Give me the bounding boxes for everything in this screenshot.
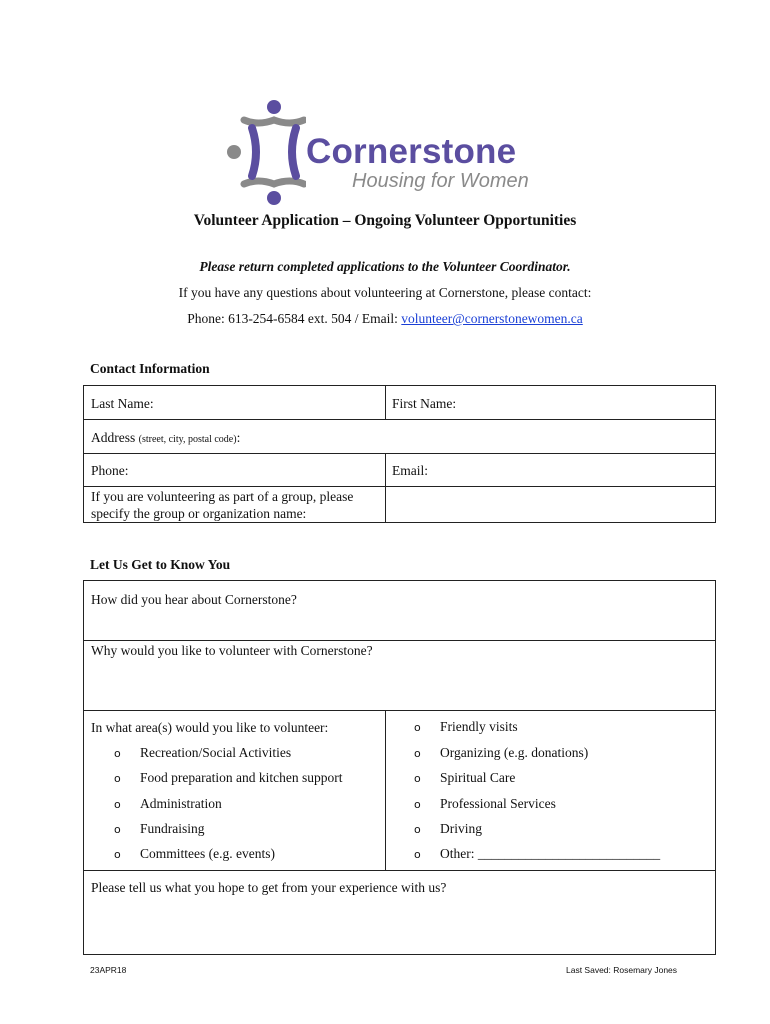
option-label: Committees (e.g. events) (140, 846, 275, 861)
phone-label: Phone: (91, 463, 129, 478)
option-label: Recreation/Social Activities (140, 745, 292, 760)
option-driving[interactable] (414, 821, 482, 837)
address-label (91, 429, 240, 448)
know-you-table (83, 580, 716, 955)
footer-last-saved: Last Saved: Rosemary Jones (566, 965, 678, 975)
cornerstone-emblem-icon (222, 98, 306, 208)
option-friendly-visits[interactable] (414, 719, 518, 735)
first-name-label: First Name: (392, 396, 457, 411)
option-fundraising[interactable] (114, 821, 205, 837)
return-instructions: Please return completed applications to the Volunteer Coordinator. (199, 259, 571, 274)
checkbox-bullet-icon: o (414, 721, 421, 734)
group-label-line2: specify the group or organization name: (91, 506, 307, 521)
cornerstone-logo (222, 98, 552, 208)
group-label-line1: If you are volunteering as part of a group, please (91, 489, 354, 504)
checkbox-bullet-icon: o (414, 747, 421, 760)
hope-question: Please tell us what you hope to get from your experience with us? (91, 880, 447, 895)
phone-text: Phone: 613-254-6584 ext. 504 / Email: (187, 311, 402, 326)
column-divider (385, 386, 386, 419)
contact-heading: Contact Information (90, 361, 210, 376)
address-text: Address (91, 430, 139, 445)
row-divider (84, 419, 715, 420)
column-divider (385, 710, 386, 870)
last-name-label: Last Name: (91, 396, 154, 411)
volunteer-area-question: In what area(s) would you like to volunteer: (91, 720, 329, 735)
checkbox-bullet-icon: o (114, 848, 121, 861)
option-recreation[interactable] (114, 745, 291, 761)
checkbox-bullet-icon: o (114, 823, 121, 836)
row-divider (84, 640, 715, 641)
option-committees[interactable] (114, 846, 275, 862)
checkbox-bullet-icon: o (414, 798, 421, 811)
option-other[interactable] (414, 846, 660, 862)
row-divider (84, 710, 715, 711)
page-title: Volunteer Application – Ongoing Volunteer Opportunities (193, 212, 577, 229)
checkbox-bullet-icon: o (414, 848, 421, 861)
email-label: Email: (392, 463, 428, 478)
checkbox-bullet-icon: o (414, 772, 421, 785)
row-divider (84, 870, 715, 871)
contact-table (83, 385, 716, 523)
address-colon: : (236, 430, 241, 445)
questions-line: If you have any questions about volunteering at Cornerstone, please contact: (178, 285, 592, 300)
email-link[interactable]: volunteer@cornerstonewomen.ca (401, 311, 583, 326)
footer-date: 23APR18 (90, 965, 127, 975)
option-organizing[interactable] (414, 745, 588, 761)
option-spiritual-care[interactable] (414, 770, 515, 786)
option-food-prep[interactable] (114, 770, 342, 786)
option-label: Friendly visits (440, 719, 518, 734)
logo-tagline: Housing for Women (352, 170, 529, 192)
address-hint: (street, city, postal code) (138, 434, 237, 445)
phone-email-line (0, 311, 770, 327)
row-divider (84, 486, 715, 487)
hear-about-question: How did you hear about Cornerstone? (91, 592, 297, 607)
option-label: Administration (140, 796, 222, 811)
column-divider (385, 453, 386, 523)
checkbox-bullet-icon: o (114, 798, 121, 811)
option-label: Driving (440, 821, 482, 836)
checkbox-bullet-icon: o (114, 747, 121, 760)
option-label: Spiritual Care (440, 770, 516, 785)
checkbox-bullet-icon: o (414, 823, 421, 836)
option-professional-services[interactable] (414, 796, 556, 812)
logo-wordmark: Cornerstone (306, 132, 517, 171)
option-label: Fundraising (140, 821, 205, 836)
know-you-heading: Let Us Get to Know You (90, 557, 231, 572)
option-label: Food preparation and kitchen support (140, 770, 343, 785)
option-label: Professional Services (440, 796, 556, 811)
why-volunteer-question: Why would you like to volunteer with Cornerstone? (91, 643, 373, 658)
option-label: Organizing (e.g. donations) (440, 745, 589, 760)
checkbox-bullet-icon: o (114, 772, 121, 785)
option-administration[interactable] (114, 796, 222, 812)
row-divider (84, 453, 715, 454)
option-label: Other: ___________________________ (440, 846, 661, 861)
